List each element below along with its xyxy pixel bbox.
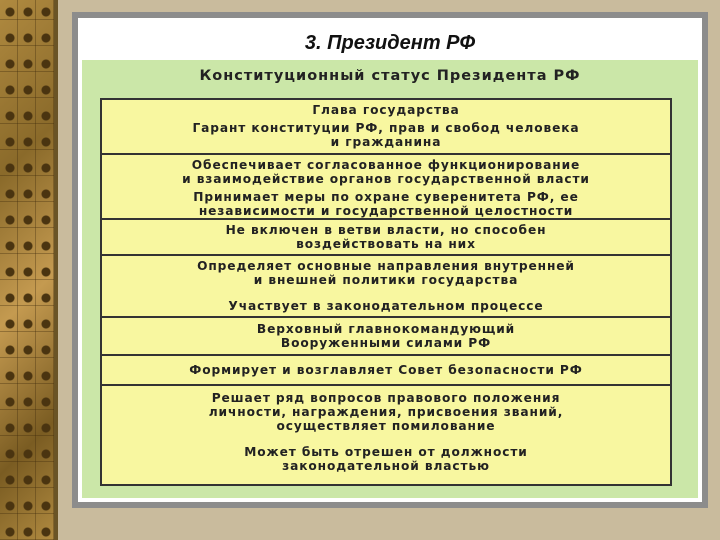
status-text-line: и внешней политики государства [253, 273, 519, 287]
status-text-line: Решает ряд вопросов правового положения [211, 391, 561, 405]
status-text-line: воздействовать на них [296, 237, 476, 251]
status-row [102, 220, 670, 256]
status-text-line: Принимает меры по охране суверенитета РФ, ее [193, 190, 579, 204]
status-text-line: Участвует в законодательном процессе [228, 299, 544, 313]
status-text-line: Верховный главнокомандующий [256, 322, 516, 336]
status-row [102, 356, 670, 386]
status-text-line: осуществляет помилование [276, 419, 496, 433]
status-row [102, 256, 670, 318]
status-text-line: личности, награждения, присвоения званий, [208, 405, 564, 419]
status-text-line: Обеспечивает согласованное функционирование [191, 158, 581, 172]
slide-title: 3. Президент РФ [304, 32, 476, 54]
status-text-line: законодательной властью [282, 459, 490, 473]
slide-content [78, 18, 702, 502]
status-row [102, 100, 670, 155]
status-row [102, 155, 670, 220]
panel-title: Конституционный статус Президента РФ [199, 68, 581, 84]
status-text-line: Гарант конституции РФ, прав и свобод человека [192, 121, 580, 135]
status-text-line: и гражданина [330, 135, 442, 149]
status-text-line: Не включен в ветви власти, но способен [225, 223, 547, 237]
decorative-side-stripe [0, 0, 54, 540]
status-text-line: и взаимодействие органов государственной власти [182, 172, 590, 186]
status-text-line: независимости и государственной целостности [198, 204, 574, 218]
status-text-line: Вооруженными силами РФ [280, 336, 492, 350]
status-text-line: Формирует и возглавляет Совет безопасности РФ [189, 363, 583, 377]
status-table [100, 98, 672, 486]
status-text-line: Определяет основные направления внутренней [197, 259, 575, 273]
slide-frame [72, 12, 708, 508]
status-text-line: Глава государства [312, 103, 460, 117]
status-row [102, 386, 670, 484]
status-panel [82, 60, 698, 498]
status-row [102, 318, 670, 356]
status-text-line: Может быть отрешен от должности [244, 445, 528, 459]
